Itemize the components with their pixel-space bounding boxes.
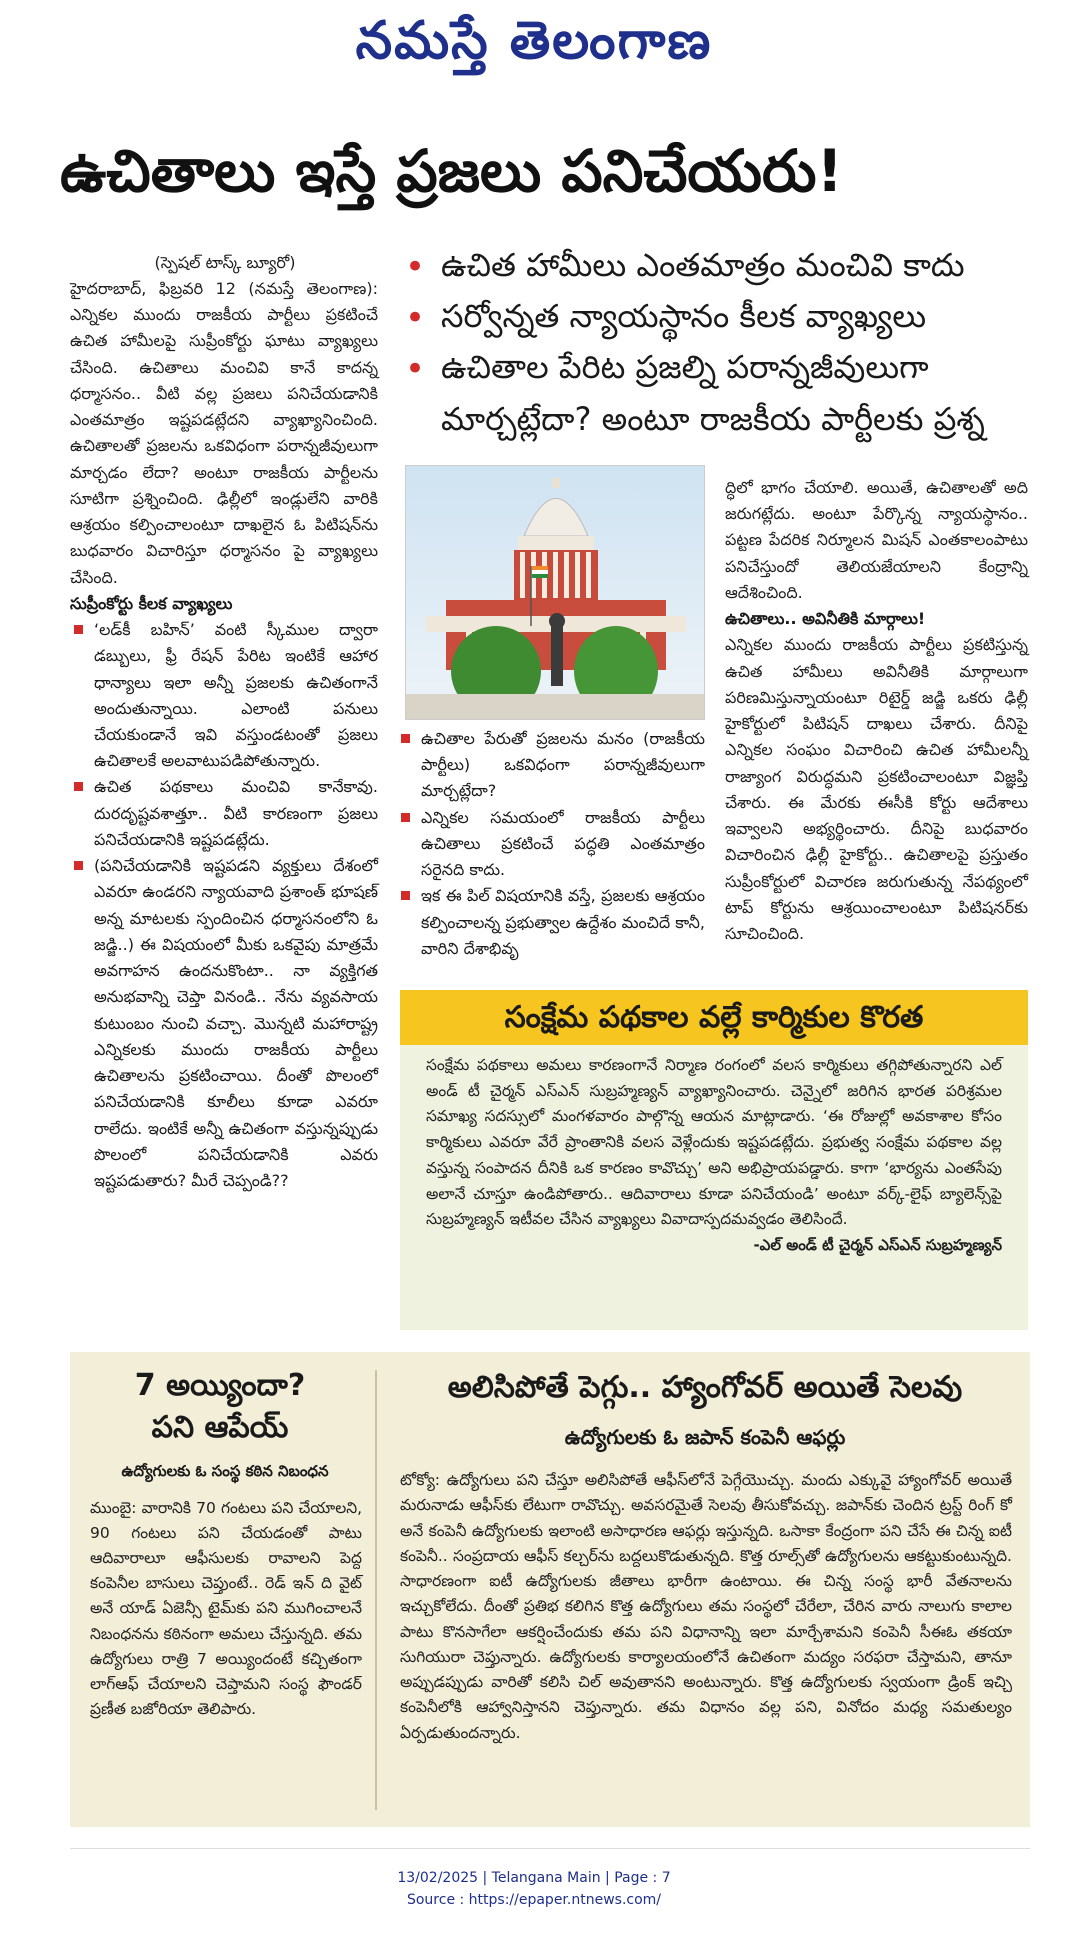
list-item: ఇక ఈ పిల్ విషయానికి వస్తే, ప్రజలకు ఆశ్రయం కల్పించాలన్న ప్రభుత్వాల ఉద్దేశం మంచిదే కానీ, వారిని దేశాభివృ [397,883,705,962]
byline: (స్పెషల్ టాస్క్ బ్యూరో) [154,253,296,272]
intro-paragraph: హైదరాబాద్, ఫిబ్రవరి 12 (నమస్తే తెలంగాణ): ఎన్నికల ముందు రాజకీయ పార్టీలు ప్రకటించే ఉచిత హామీలపై సుప్రీంకోర్టు ఘాటు వ్యాఖ్యలు చేసింది. ఉచితాలు మంచివి కానే కాదన్న ధర్మాసనం.. వీటి వల్ల ప్రజలు పనిచేయడానికి ఎంతమాత్రం ఇష్టపడట్లేదని వ్యాఖ్యానించింది. ఉచితాలతో ప్రజలను ఒకవిధంగా పరాన్నజీవులుగా మార్చడం లేదా? అంటూ రాజకీయ పార్టీలను సూటిగా ప్రశ్నించింది. ఢిల్లీలో ఇండ్లులేని వారికి ఆశ్రయం కల్పించాలంటూ దాఖలైన ఓ పిటిషన్‌ను బుధవారం విచారిస్తూ ధర్మాసనం పై వ్యాఖ్యలు చేసింది. [70,279,378,587]
bottom-right-title: అలిసిపోతే పెగ్గు.. హ్యాంగోవర్ అయితే సెలవు [447,1370,963,1405]
footer-date-page: 13/02/2025 | Telangana Main | Page : 7 [397,1870,671,1886]
article-headline: ఉచితాలు ఇస్తే ప్రజలు పనిచేయరు! [60,137,843,205]
right-top-paragraph: ద్ధిలో భాగం చేయాలి. అయితే, ఉచితాలతో అది జరుగట్లేదు. అంటూ పేర్కొన్న న్యాయస్థానం.. పట్టణ పేదరిక నిర్మూలన మిషన్ ఎంతకాలంపాటు పనిచేస్తుందో తెలియజేయాలని కేంద్రాన్ని ఆదేశించింది. [725,478,1028,602]
left-subhead: సుప్రీంకోర్టు కీలక వ్యాఖ్యలు [70,593,233,613]
bottom-right-subtitle: ఉద్యోగులకు ఓ జపాన్ కంపెనీ ఆఫర్లు [564,1425,846,1449]
bottom-divider [375,1370,377,1810]
list-item: ఉచిత పథకాలు మంచివి కానేకావు. దురదృష్టవశాత్తూ.. వీటి కారణంగా ప్రజలు పనిచేయడానికి ఇష్టపడట్లేదు. [70,774,378,853]
highlight-bullet: • ఉచితాల పేరిట ప్రజల్ని పరాన్నజీవులుగా మార్చట్లేదా? అంటూ రాజకీయ పార్టీలకు ప్రశ్న [405,342,1025,444]
left-column [70,276,378,1194]
list-item: ఉచితాల పేరుతో ప్రజలను మనం (రాజకీయ పార్టీలు) ఒకవిధంగా పరాన్నజీవులుగా మార్చట్లేదా? [397,726,705,805]
highlight-bullets [405,240,1025,445]
list-item: (పనిచేయడానికి ఇష్టపడని వ్యక్తులు దేశంలో ఎవరూ ఉండరని న్యాయవాది ప్రశాంత్ భూషణ్ అన్న మాటలకు స్పందించిన ధర్మాసనంలోని ఓ జడ్జి..) ఈ విషయంలో మీకు ఒకవైపు మాత్రమే అవగాహన ఉందనుకొంటా.. నా వ్యక్తిగత అనుభవాన్ని చెప్తా వినండి.. నేను వ్యవసాయ కుటుంబం నుంచి వచ్చా. మొన్నటి మహారాష్ట్ర ఎన్నికలకు ముందు రాజకీయ పార్టీలు ఉచితాలను ప్రకటించాయి. దీంతో పొలంలో పనిచేయడానికి కూలీలు కూడా ఎవరూ రాలేదు. ఇంటికే అన్నీ ఉచితంగా వస్తున్నప్పుడు పొలంలో పనిచేయడానికి ఎవరు ఇష్టపడుతారు? మీరే చెప్పండి?? [70,853,378,1194]
right-column [725,475,1028,947]
left-points-list [70,617,378,1194]
bottom-left-title-line2: పని ఆపేయ్ [151,1410,289,1445]
footer [0,1868,1068,1911]
bottom-left-title [90,1365,350,1449]
mid-points-list [397,726,705,962]
footer-rule [70,1848,1030,1849]
box-body [400,1045,1028,1330]
highlight-bullet: • ఉచిత హామీలు ఎంతమాత్రం మంచివి కాదు [405,240,1025,291]
list-item: ఎన్నికల సమయంలో రాజకీయ పార్టీలు ఉచితాలు ప్రకటించే పద్ధతి ఎంతమాత్రం సరైనది కాదు. [397,805,705,884]
supreme-court-photo [405,465,705,720]
highlight-bullet: • సర్వోన్నత న్యాయస్థానం కీలక వ్యాఖ్యలు [405,291,1025,342]
newspaper-masthead: నమస్తే తెలంగాణ [355,10,713,71]
right-subhead: ఉచితాలు.. అవినీతికి మార్గాలు! [725,609,926,629]
box-paragraph: సంక్షేమ పథకాలు అమలు కారణంగానే నిర్మాణ రంగంలో వలస కార్మికులు తగ్గిపోతున్నారని ఎల్ అండ్ టీ చైర్మన్ ఎస్ఎన్ సుబ్రహ్మణ్యన్ వ్యాఖ్యానించారు. చెన్నైలో జరిగిన భారత పరిశ్రమల సమాఖ్య సదస్సులో మంగళవారం పాల్గొన్న ఆయన మాట్లాడారు. ‘ఈ రోజుల్లో అవకాశాల కోసం కార్మికులు ఎవరూ వేరే ప్రాంతానికి వలస వెళ్లేందుకు ఇష్టపడట్లేదు. ప్రభుత్వ సంక్షేమ పథకాల వల్ల వస్తున్న సంపాదన దీనికి ఒక కారణం కావొచ్చు’ అని అభిప్రాయపడ్డారు. కాగా ‘భార్యను ఎంతసేపు అలానే చూస్తూ ఉండిపోతారు.. ఆదివారాలు కూడా పనిచేయండి’ అంటూ వర్క్-లైఫ్ బ్యాలెన్స్‌పై సుబ్రహ్మణ్యన్ ఇటీవల చేసిన వ్యాఖ్యలు వివాదాస్పదమవ్వడం తెలిసిందే. [426,1056,1002,1229]
bottom-left-subtitle: ఉద్యోగులకు ఓ సంస్థ కఠిన నిబంధన [121,1462,329,1480]
bottom-right-body: టోక్యో: ఉద్యోగులు పని చేస్తూ అలిసిపోతే ఆఫీస్‌లోనే పెగ్గేయొచ్చు. మందు ఎక్కువై హ్యాంగోవర్ అయితే మరునాడు ఆఫీస్‌కు లేటుగా రావొచ్చు. అవసరమైతే సెలవు తీసుకోవచ్చు. జపాన్‌కు చెందిన ట్రస్ట్ రింగ్ కో అనే కంపెనీ ఉద్యోగులకు ఇలాంటి అసాధారణ ఆఫర్లు ఇస్తున్నది. ఒసాకా కేంద్రంగా పని చేసే ఈ చిన్న ఐటీ కంపెనీ.. సంప్రదాయ ఆఫీస్ కల్చర్‌ను బద్దలుకొడుతున్నది. కొత్త రూల్స్‌తో ఉద్యోగులను ఆకట్టుకుంటున్నది. సాధారణంగా ఐటీ ఉద్యోగులకు జీతాలు భారీగా ఉంటాయి. ఈ చిన్న సంస్థ భారీ వేతనాలను ఇచ్చుకోలేదు. దీంతో ప్రతిభ కలిగిన కొత్త ఉద్యోగులు తమ సంస్థలో చేరేలా, చేరిన వారు నాలుగు కాలాల పాటు కొనసాగేలా ఆకర్షించేందుకు తమ పని విధానాన్ని ఇలా మార్చేశామని కంపెనీ సీఈఓ తకయా సుగియురా చెప్తున్నారు. ఉద్యోగులకు కార్యాలయంలోనే ఉచితంగా మద్యం సరఫరా చేస్తామని, తానూ అప్పుడప్పుడు వారితో కలిసి చిల్ అవుతానని అంటున్నారు. కొత్త ఉద్యోగులకు స్వయంగా డ్రింక్ ఇచ్చి కంపెనీలోకి ఆహ్వానిస్తానని చెప్తున్నారు. తమ విధానం వల్ల పని, వినోదం మధ్య సమతుల్యం ఏర్పడుతుందన్నారు. [400,1471,1012,1742]
bottom-left-body: ముంబై: వారానికి 70 గంటలు పని చేయాలని, 90 గంటలు పని చేయడంతో పాటు ఆదివారాలూ ఆఫీసులకు రావాలని పెద్ద కంపెనీల బాసులు చెప్తుంటే.. రెడ్ ఇన్ ది వైట్ అనే యాడ్ ఏజెన్సీ టైమ్‌కు పని ముగించాలనే నిబంధనను కఠినంగా అమలు చేస్తున్నది. తమ ఉద్యోగులు రాత్రి 7 అయ్యిందంటే కచ్చితంగా లాగ్‌ఆఫ్ చేయాలని చెప్తామని సంస్థ ఫౌండర్ ప్రణీత బజోరియా తెలిపారు. [90,1499,362,1718]
bottom-left-title-line1: 7 అయ్యిందా? [134,1368,306,1403]
box-title: సంక్షేమ పథకాల వల్లే కార్మికుల కొరత [400,990,1028,1045]
list-item: ‘లడ్‌కీ బహిన్’ వంటి స్కీముల ద్వారా డబ్బులు, ఫ్రీ రేషన్ పేరిట ఇంటికే ఆహార ధాన్యాలు ఇలా అన్నీ ప్రజలకు ఉచితంగానే అందుతున్నాయి. ఎలాంటి పనులు చేయకుండానే ఇవి వస్తుండటంతో ప్రజలు ఉచితాలకే అలవాటుపడిపోతున్నారు. [70,617,378,774]
footer-source[interactable]: Source : https://epaper.ntnews.com/ [406,1891,662,1908]
right-body-paragraph: ఎన్నికల ముందు రాజకీయ పార్టీలు ప్రకటిస్తున్న ఉచిత హామీలు అవినీతికి మార్గాలుగా పరిణమిస్తున్నాయంటూ రిటైర్డ్ జడ్జి ఒకరు ఢిల్లీ హైకోర్టులో పిటిషన్ దాఖలు చేశారు. దీనిపై ఎన్నికల సంఘం విచారించి ఉచిత హామీలన్నీ రాజ్యాంగ విరుద్ధమని ప్రకటించాలంటూ విజ్ఞప్తి చేశారు. ఈ మేరకు ఈసీకి కోర్టు ఆదేశాలు ఇవ్వాలని అభ్యర్థించారు. దీనిపై బుధవారం విచారించిన ఢిల్లీ హైకోర్టు.. ఉచితాలపై ప్రస్తుతం సుప్రీంకోర్టులో విచారణ జరుగుతున్న నేపథ్యంలో టాప్ కోర్టును ఆశ్రయించాలంటూ పిటిషనర్‌కు సూచించింది. [725,635,1028,943]
box-credit: -ఎల్ అండ్ టీ చైర్మన్ ఎస్ఎన్ సుబ్రహ్మణ్యన్ [753,1236,1002,1255]
